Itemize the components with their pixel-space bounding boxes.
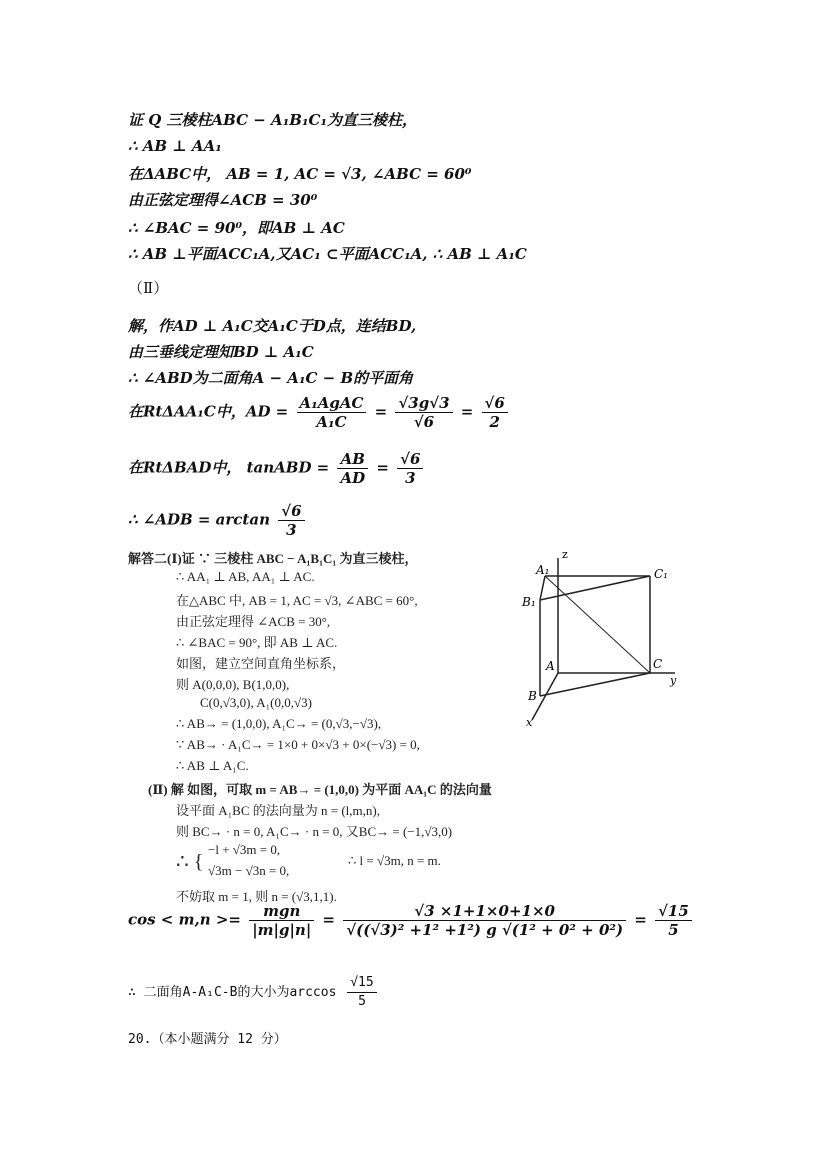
label-z: z: [562, 548, 568, 561]
scan-row-10: ∵ AB→ · A₁C→ = 1×0 + 0×√3 + 0×(−√3) = 0,: [176, 737, 420, 752]
label-y: y: [670, 674, 677, 687]
solve-line-1: 解，作AD ⊥ A₁C交A₁C于D点，连结BD,: [128, 317, 417, 335]
cos-fraction-2: $\frac{√3 \times 1+1\times 0+1\times 0}{\text{√((√3)² +1² +1²) g √(1² + 0² + 0²)}}$: [343, 902, 626, 939]
label-b1: B₁: [522, 595, 536, 609]
scan-row-15b: √3m − √3n = 0,: [208, 863, 290, 878]
scan-row-14: 则 BC→ · n = 0, A₁C→ · n = 0, 又BC→ = (−1,√3,0): [176, 824, 453, 839]
solve-line-2: 由三垂线定理知BD ⊥ A₁C: [128, 343, 314, 361]
fraction-5: $\frac{√6}{3}$: [397, 450, 423, 487]
final-answer: [128, 974, 380, 1011]
scan-row-4: 由正弦定理得 ∠ACB = 30°,: [176, 614, 331, 629]
brace-icon: ∴ {: [176, 851, 204, 873]
scan-row-7: 则 A(0,0,0), B(1,0,0),: [176, 677, 290, 692]
cos-fraction-3: $\frac{√15}{5}$: [655, 902, 692, 939]
scan-row-6: 如图，建立空间直角坐标系，: [176, 656, 346, 671]
diagonal-a1c: [545, 576, 650, 673]
label-a1: A₁: [536, 563, 550, 577]
cos-fraction-1: $\frac{\text{mgn}}{|m|g|n|}$: [249, 902, 314, 939]
scan-row-15a: −l + √3m = 0,: [208, 842, 281, 857]
solve-line-6-prefix: ∴ ∠ADB = arctan: [128, 510, 270, 529]
fraction-6: $\frac{√6}{3}$: [278, 502, 304, 539]
proof-line-1: 证 Q 三棱柱ABC − A₁B₁C₁为直三棱柱，: [128, 111, 418, 129]
label-x: x: [526, 716, 533, 728]
proof-line-3: 在ΔABC中， AB = 1, AC = √3, ∠ABC = 60⁰: [128, 165, 472, 183]
edge-a1b1: [540, 576, 545, 600]
scan-row-2: ∴ AA₁ ⊥ AB, AA₁ ⊥ AC.: [176, 569, 315, 584]
fraction-3: $\frac{√6}{2}$: [482, 394, 508, 431]
fraction-4: $\frac{AB}{AD}$: [337, 450, 368, 487]
question-20-heading: 20.（本小题满分 12 分）: [128, 1032, 287, 1047]
scan-row-11: ∴ AB ⊥ A₁C.: [176, 758, 249, 773]
fraction-1: $\frac{\text{A₁AgAC}}{\text{A₁C}}$: [297, 394, 367, 431]
fraction-2: $\frac{√3g√3}{√6}$: [395, 394, 452, 431]
prism-figure: [520, 548, 680, 728]
scan-row-15c: ∴ l = √3m, n = m.: [348, 853, 441, 868]
proof-line-6: ∴ AB ⊥平面ACC₁A,又AC₁ ⊂平面ACC₁A, ∴ AB ⊥ A₁C: [128, 245, 527, 263]
label-b: B: [528, 689, 537, 703]
scan-row-12: (Ⅱ) 解 如图，可取 m = AB→ = (1,0,0) 为平面 AA₁C 的法向量: [148, 782, 492, 797]
label-c1: C₁: [654, 567, 668, 581]
scan-row-13: 设平面 A₁BC 的法向量为 n = (l,m,n),: [176, 803, 380, 818]
solve-line-6: [128, 502, 308, 539]
solve-line-5: 在RtΔBAD中， tanABD = $\frac{AB}{AD}$ = $\frac{√6}{3}$: [128, 450, 426, 487]
part-2-label: （Ⅱ）: [128, 279, 169, 297]
proof-line-5: ∴ ∠BAC = 90⁰，即AB ⊥ AC: [128, 219, 345, 237]
scan-row-9: ∴ AB→ = (1,0,0), A₁C→ = (0,√3,−√3),: [176, 716, 382, 731]
solve-line-4: 在RtΔAA₁C中，AD = $\frac{\text{A₁AgAC}}{\text{A₁C}}$ = $\frac{√3g√3}{√6}$ = $\frac{√6}{2}$: [128, 394, 511, 431]
proof-line-2: ∴ AB ⊥ AA₁: [128, 137, 222, 155]
solve-line-3: ∴ ∠ABD为二面角A − A₁C − B的平面角: [128, 369, 414, 387]
scan-row-16: 不妨取 m = 1, 则 n = (√3,1,1).: [176, 889, 337, 904]
cos-prefix: cos < m,n >=: [128, 910, 241, 929]
edge-b1c1: [540, 576, 650, 600]
cos-formula: cos < m,n >= $\frac{\text{mgn}}{|m|g|n|}$ = $\frac{√3 \times 1+1\times 0+1\times 0}{\text{√((√3)² +1² +1²) g √(1² + 0² + 0²)}}$ = $\frac{√15}{5}$: [128, 902, 695, 939]
scan-row-5: ∴ ∠BAC = 90°, 即 AB ⊥ AC.: [176, 635, 338, 650]
scan-row-1: 解答二(Ⅰ)证 ∵ 三棱柱 ABC − A₁B₁C₁ 为直三棱柱，: [128, 551, 418, 566]
scan-row-3: 在△ABC 中, AB = 1, AC = √3, ∠ABC = 60°,: [176, 593, 418, 608]
solve-line-4-prefix: 在RtΔAA₁C中，AD =: [128, 402, 289, 421]
scan-row-8: C(0,√3,0), A₁(0,0,√3): [200, 695, 312, 710]
answer-prefix: ∴ 二面角A-A₁C-B的大小为arccos: [128, 985, 337, 1000]
label-a: A: [546, 659, 555, 673]
answer-fraction: $\frac{√15}{5}$: [347, 974, 376, 1011]
solve-line-5-prefix: 在RtΔBAD中， tanABD =: [128, 458, 330, 477]
proof-line-4: 由正弦定理得∠ACB = 30⁰: [128, 191, 318, 209]
label-c: C: [653, 657, 663, 671]
